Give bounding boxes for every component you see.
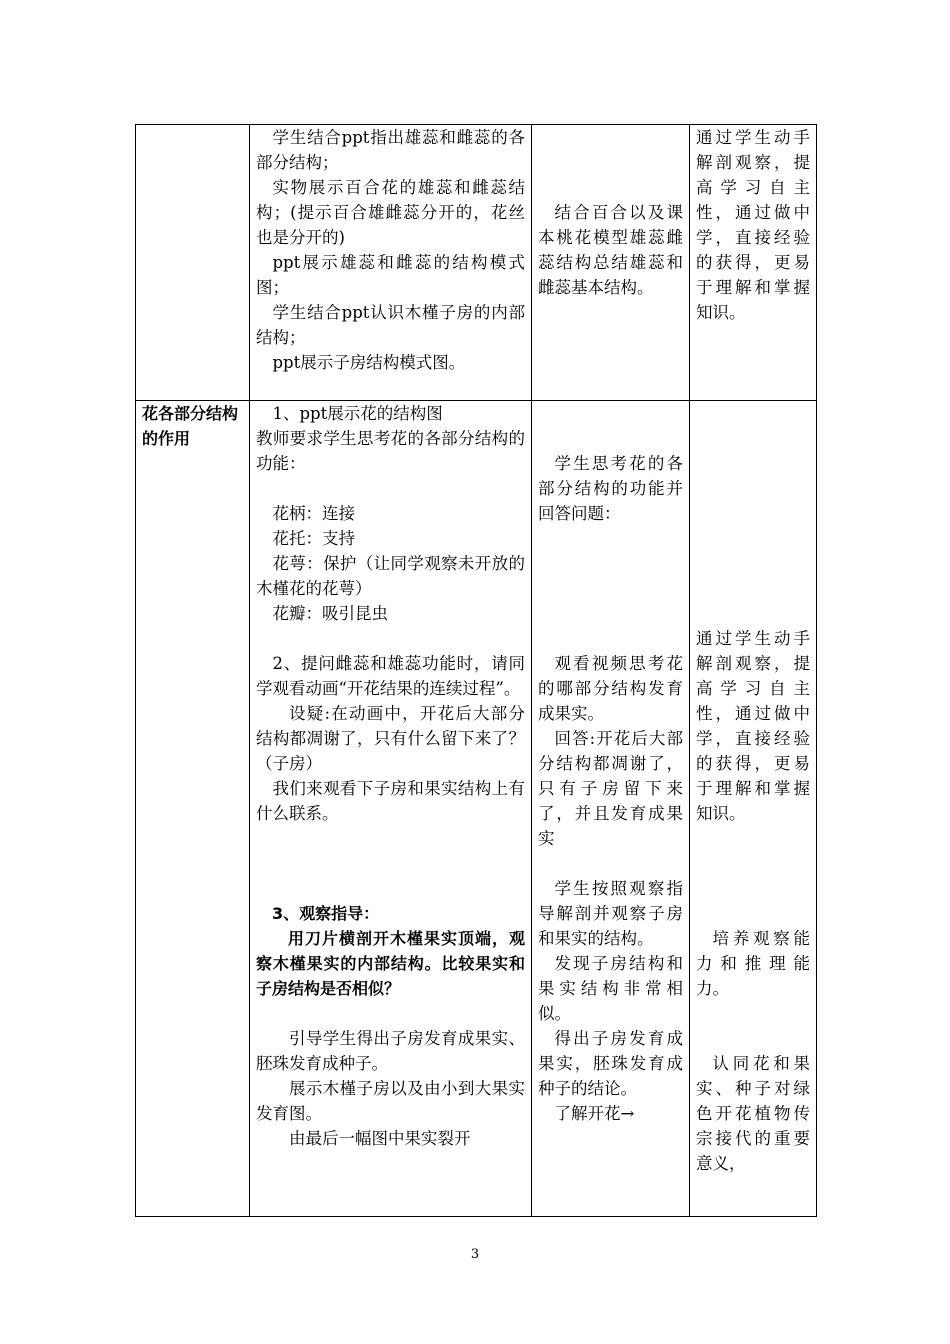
- intent-text: 通过学生动手解剖观察，提高学习自主性，通过做中学，直接经验的获得，更易于理解和掌握知识。: [696, 629, 810, 823]
- student-text: 得出子房发育成果实，胚珠发育成种子的结论。: [538, 1029, 683, 1098]
- student-text: 结合百合以及课本桃花模型雄蕊雌蕊结构总结雄蕊和雌蕊基本结构。: [538, 203, 683, 297]
- row2-topic-cell: [136, 401, 250, 1217]
- activity-text: 我们来观看下子房和果实结构上有什么联系。: [256, 779, 525, 823]
- row2-student-activity-cell: [532, 401, 690, 1217]
- intent-text: 培养观察能力和推理能力。: [696, 929, 810, 998]
- function-item: 花萼：保护（让同学观察未开放的木槿花的花萼）: [256, 554, 525, 598]
- topic-heading: 花各部分结构的作用: [142, 404, 239, 448]
- student-text: 了解开花→: [554, 1104, 635, 1123]
- student-text: 学生思考花的各部分结构的功能并回答问题：: [538, 454, 683, 523]
- section-heading: 3、观察指导：: [272, 904, 380, 923]
- student-text: 学生按照观察指导解剖并观察子房和果实的结构。: [538, 879, 683, 948]
- activity-text: 由最后一幅图中果实裂开: [289, 1129, 471, 1148]
- function-item: 花柄：连接: [272, 504, 355, 523]
- function-item: 花瓣：吸引昆虫: [272, 604, 388, 623]
- activity-text: ppt展示子房结构模式图。: [272, 353, 466, 372]
- page-number: 3: [470, 1247, 480, 1262]
- observation-guide: 用刀片横剖开木槿果实顶端，观察木槿果实的内部结构。比较果实和子房结构是否相似？: [256, 929, 525, 998]
- row1-design-intent-cell: [690, 125, 817, 401]
- table-row: [136, 125, 817, 401]
- table-row: [136, 401, 817, 1217]
- row2-design-intent-cell: [690, 401, 817, 1217]
- activity-text: ppt展示雄蕊和雌蕊的结构模式图；: [256, 253, 525, 297]
- student-text: 观看视频思考花的哪部分结构发育成果实。: [538, 654, 683, 723]
- activity-text: 学生结合ppt认识木槿子房的内部结构；: [256, 303, 525, 347]
- intent-text: 认同花和果实、种子对绿色开花植物传宗接代的重要意义，: [696, 1054, 810, 1173]
- activity-text: 教师要求学生思考花的各部分结构的功能：: [256, 429, 525, 473]
- intent-text: 通过学生动手解剖观察，提高学习自主性，通过做中学，直接经验的获得，更易于理解和掌握知识。: [696, 128, 810, 322]
- row2-teacher-activity-cell: [250, 401, 532, 1217]
- activity-text: 设疑:在动画中，开花后大部分结构都凋谢了，只有什么留下来了？（子房）: [256, 704, 525, 773]
- activity-text: 学生结合ppt指出雄蕊和雌蕊的各部分结构；: [256, 128, 525, 172]
- lesson-plan-table: [135, 124, 817, 1217]
- row1-teacher-activity-cell: [250, 125, 532, 401]
- activity-text: 2、提问雌蕊和雄蕊功能时，请同学观看动画“开花结果的连续过程”。: [256, 654, 525, 698]
- row1-topic-cell: [136, 125, 250, 401]
- student-text: 回答:开花后大部分结构都凋谢了，只有子房留下来了，并且发育成果实: [538, 729, 683, 848]
- row1-student-activity-cell: [532, 125, 690, 401]
- activity-text: 1、ppt展示花的结构图: [272, 404, 443, 423]
- function-item: 花托：支持: [272, 529, 355, 548]
- student-text: 发现子房结构和果实结构非常相似。: [538, 954, 683, 1023]
- activity-text: 引导学生得出子房发育成果实、胚珠发育成种子。: [256, 1029, 525, 1073]
- activity-text: 展示木槿子房以及由小到大果实发育图。: [256, 1079, 525, 1123]
- activity-text: 实物展示百合花的雄蕊和雌蕊结构；(提示百合雄雌蕊分开的，花丝也是分开的): [256, 178, 525, 247]
